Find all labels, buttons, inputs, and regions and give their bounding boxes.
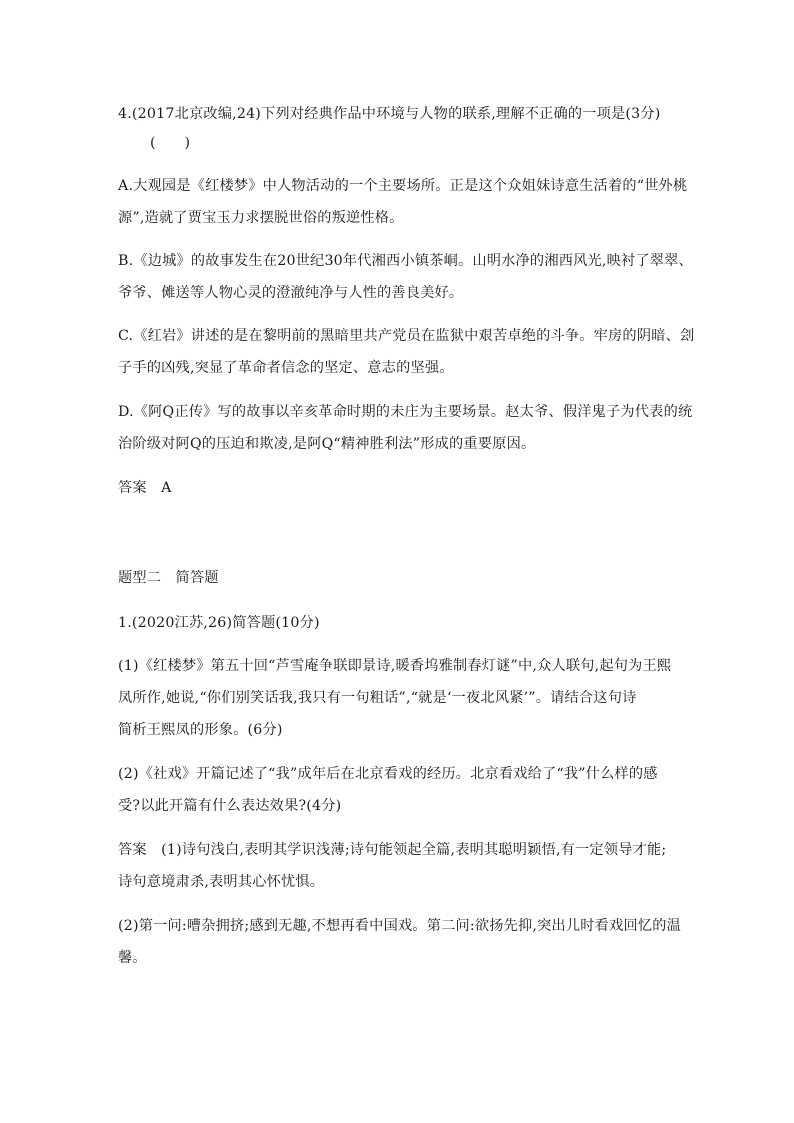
option-c-line-2: 子手的凶残,突显了革命者信念的坚定、意志的坚强。 xyxy=(118,360,454,376)
sub-question-1-line-3: 简析王熙凤的形象。(6分) xyxy=(118,722,283,738)
option-a-line-2: 源”,造就了贾宝玉力求摆脱世俗的叛逆性格。 xyxy=(118,210,404,226)
section-heading: 题型二 简答题 xyxy=(118,570,219,586)
answer-blank: ( ) xyxy=(150,135,191,151)
question-4-answer: 答案 A xyxy=(118,480,172,496)
option-b-line-1: B.《边城》的故事发生在20世纪30年代湘西小镇茶峒。山明水净的湘西风光,映衬了翠翠、 xyxy=(118,253,693,269)
sub-question-1-line-2: 凤所作,她说,“你们别笑话我,我只有一句粗话”,“就是‘一夜北风紧’”。请结合这句诗 xyxy=(118,690,637,706)
question-4-title: 4.(2017北京改编,24)下列对经典作品中环境与人物的联系,理解不正确的一项是(3分) xyxy=(118,106,661,122)
answer-2-line-2: 馨。 xyxy=(118,950,147,966)
option-b-line-2: 爷爷、傩送等人物心灵的澄澈纯净与人性的善良美好。 xyxy=(118,285,464,301)
option-c-line-1: C.《红岩》讲述的是在黎明前的黑暗里共产党员在监狱中艰苦卓绝的斗争。牢房的阴暗、刽 xyxy=(118,328,695,344)
option-a-line-1: A.大观园是《红楼梦》中人物活动的一个主要场所。正是这个众姐妹诗意生活着的“世外桃 xyxy=(118,178,688,194)
answer-1-line-2: 诗句意境肃杀,表明其心怀忧惧。 xyxy=(118,874,325,890)
sub-question-2-line-2: 受?以此开篇有什么表达效果?(4分) xyxy=(118,798,342,814)
sub-question-1-line-1: (1)《红楼梦》第五十回“芦雪庵争联即景诗,暖香坞雅制春灯谜”中,众人联句,起句为王熙 xyxy=(118,658,672,674)
answer-2-line-1: (2)第一问:嘈杂拥挤;感到无趣,不想再看中国戏。第二问:欲扬先抑,突出儿时看戏回忆的温 xyxy=(118,918,682,934)
answer-1-line-1: 答案 (1)诗句浅白,表明其学识浅薄;诗句能领起全篇,表明其聪明颖悟,有一定领导才能; xyxy=(118,842,667,858)
option-d-line-2: 治阶级对阿Q的压迫和欺凌,是阿Q“精神胜利法”形成的重要原因。 xyxy=(118,436,536,452)
sub-question-2-line-1: (2)《社戏》开篇记述了“我”成年后在北京看戏的经历。北京看戏给了“我”什么样的感 xyxy=(118,766,658,782)
question-1-title: 1.(2020江苏,26)简答题(10分) xyxy=(118,615,320,631)
option-d-line-1: D.《阿Q正传》写的故事以辛亥革命时期的未庄为主要场景。赵太爷、假洋鬼子为代表的统 xyxy=(118,404,693,420)
